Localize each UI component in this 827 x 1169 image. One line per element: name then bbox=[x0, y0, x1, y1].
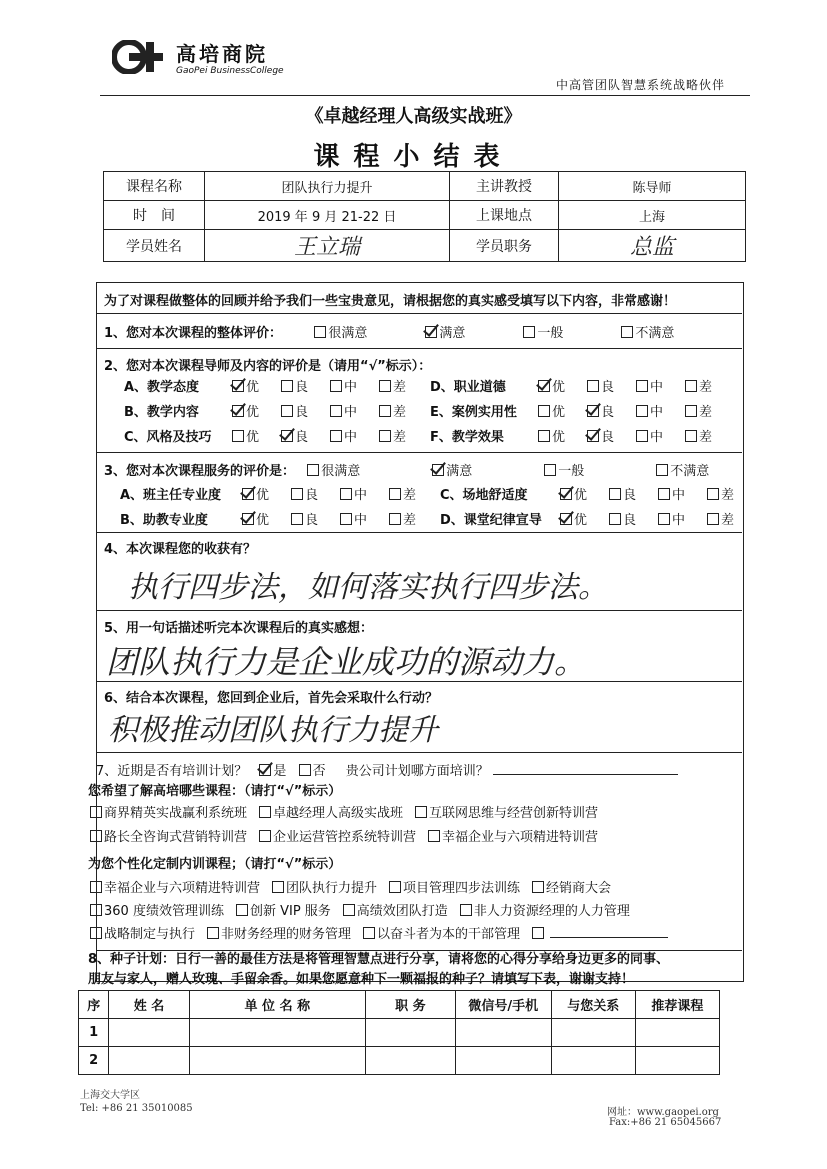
q7-custom-row bbox=[82, 877, 615, 896]
q7-custom-checkbox[interactable] bbox=[532, 927, 544, 939]
q2-rating-2-checkbox[interactable] bbox=[636, 430, 648, 442]
divider bbox=[96, 610, 742, 611]
q2-rating-label: 优 bbox=[246, 405, 260, 420]
q3-rating-1-checkbox[interactable] bbox=[609, 488, 621, 500]
q3-rating-label: 优 bbox=[256, 488, 270, 503]
q7-custom-checkbox[interactable] bbox=[90, 904, 102, 916]
q3-item-label: D、课堂纪律宣导 bbox=[440, 513, 542, 528]
q7-custom-option: 360 度绩效管理训练 bbox=[104, 904, 224, 919]
lecturer-label: 主讲教授 bbox=[450, 172, 559, 201]
q3-option-2-checkbox[interactable] bbox=[544, 464, 556, 476]
q2-item-label: A、教学态度 bbox=[124, 380, 200, 395]
divider bbox=[96, 681, 742, 682]
college-logo-icon bbox=[112, 40, 168, 74]
q7-courses-checkbox[interactable] bbox=[259, 806, 271, 818]
slogan: 中高管团队智慧系统战略伙伴 bbox=[556, 78, 726, 92]
q6-label: 6、结合本次课程，您回到企业后，首先会采取什么行动？ bbox=[104, 691, 439, 706]
q1-option-0-label: 很满意 bbox=[328, 326, 368, 341]
header-divider bbox=[100, 95, 750, 96]
q7-custom-option: 战略制定与执行 bbox=[104, 927, 196, 942]
seed-entry-cell[interactable] bbox=[635, 1019, 719, 1047]
q7-courses-option: 互联网思维与经营创新特训营 bbox=[429, 806, 599, 821]
q2-rating-0-checkbox[interactable] bbox=[538, 380, 550, 392]
q7-courses-row bbox=[82, 826, 602, 845]
q3-rating-1-checkbox[interactable] bbox=[609, 513, 621, 525]
q3-rating-label: 差 bbox=[403, 488, 417, 503]
q7-custom-checkbox[interactable] bbox=[532, 881, 544, 893]
q2-rating-0-checkbox[interactable] bbox=[232, 430, 244, 442]
q7-no-checkbox[interactable] bbox=[299, 764, 311, 776]
q3-option-3-checkbox[interactable] bbox=[656, 464, 668, 476]
q2-rating-1-checkbox[interactable] bbox=[281, 405, 293, 417]
seed-entry-cell[interactable] bbox=[189, 1019, 365, 1047]
form-title: 课程小结表 bbox=[313, 142, 514, 172]
q3-item-row bbox=[440, 509, 748, 528]
q7-custom-option: 幸福企业与六项精进特训营 bbox=[104, 881, 261, 896]
divider bbox=[96, 452, 742, 453]
q3-label: 3、您对本次课程服务的评价是： bbox=[104, 464, 296, 479]
q2-rating-1-checkbox[interactable] bbox=[281, 380, 293, 392]
q2-rating-1-checkbox[interactable] bbox=[587, 380, 599, 392]
seed-entry-cell[interactable] bbox=[109, 1019, 189, 1047]
q3-rating-label: 良 bbox=[305, 513, 319, 528]
q2-rating-label: 优 bbox=[552, 380, 566, 395]
q3-rating-1-checkbox[interactable] bbox=[291, 488, 303, 500]
q3-rating-2-checkbox[interactable] bbox=[658, 488, 670, 500]
q3-rating-3-checkbox[interactable] bbox=[389, 488, 401, 500]
seed-entry-cell[interactable] bbox=[551, 1019, 635, 1047]
q7-courses-checkbox[interactable] bbox=[428, 830, 440, 842]
q3-rating-label: 中 bbox=[354, 513, 368, 528]
q7-yes-checkbox[interactable] bbox=[259, 764, 271, 776]
seed-header-cell: 推荐课程 bbox=[635, 991, 719, 1019]
divider bbox=[96, 348, 742, 349]
q3-item-row bbox=[440, 484, 748, 503]
q3-item-row bbox=[120, 509, 430, 528]
q7-courses-checkbox[interactable] bbox=[415, 806, 427, 818]
q2-label: 2、您对本次课程导师及内容的评价是（请用“√”标示）： bbox=[104, 359, 432, 374]
q7-yes-label: 是 bbox=[273, 764, 287, 779]
q1-overall-rating bbox=[104, 322, 724, 341]
q3-rating-label: 中 bbox=[354, 488, 368, 503]
seed-row-number: 2 bbox=[79, 1047, 109, 1075]
q7-courses-option: 企业运营管控系统特训营 bbox=[273, 830, 417, 845]
q2-item-row bbox=[430, 426, 726, 445]
q7-custom-checkbox[interactable] bbox=[343, 904, 355, 916]
q3-rating-label: 良 bbox=[305, 488, 319, 503]
q3-item-label: A、班主任专业度 bbox=[120, 488, 222, 503]
q2-rating-3-checkbox[interactable] bbox=[379, 380, 391, 392]
brand-name-cn: 高培商院 bbox=[176, 42, 268, 66]
q2-rating-3-checkbox[interactable] bbox=[379, 430, 391, 442]
q7-custom-checkbox[interactable] bbox=[389, 881, 401, 893]
seed-row-number: 1 bbox=[79, 1019, 109, 1047]
divider bbox=[96, 313, 742, 314]
q2-item-row bbox=[124, 401, 420, 420]
q8-text1: 日行一善的最佳方法是将管理智慧点进行分享，请将您的心得分享给身边更多的同事、 bbox=[175, 952, 670, 967]
q2-rating-3-checkbox[interactable] bbox=[685, 405, 697, 417]
q7-label: 7、近期是否有培训计划？ bbox=[96, 764, 248, 779]
q3-item-label: C、场地舒适度 bbox=[440, 488, 528, 503]
q7-custom-checkbox[interactable] bbox=[90, 927, 102, 939]
q2-rating-0-checkbox[interactable] bbox=[538, 405, 550, 417]
course-name-label: 课程名称 bbox=[104, 172, 205, 201]
q3-service-rating bbox=[104, 460, 773, 479]
q1-label: 1、您对本次课程的整体评价： bbox=[104, 326, 283, 341]
divider bbox=[96, 752, 742, 753]
q1-option-1-checkbox[interactable] bbox=[425, 326, 437, 338]
program-title: 《卓越经理人高级实战班》 bbox=[305, 106, 522, 127]
q7-courses-checkbox[interactable] bbox=[90, 830, 102, 842]
footer-fax: Fax:+86 21 65045667 bbox=[609, 1117, 722, 1128]
q2-rating-2-checkbox[interactable] bbox=[330, 430, 342, 442]
q2-item-label: D、职业道德 bbox=[430, 380, 506, 395]
q2-rating-1-checkbox[interactable] bbox=[587, 430, 599, 442]
seed-plan-table bbox=[78, 990, 720, 1075]
q2-rating-label: 中 bbox=[344, 405, 358, 420]
q4-label: 4、本次课程您的收获有？ bbox=[104, 542, 257, 557]
q2-rating-label: 中 bbox=[650, 405, 664, 420]
time-label: 时 间 bbox=[104, 201, 205, 230]
q7-courses-label: 您希望了解高培哪些课程：（请打“√”标示） bbox=[88, 784, 342, 799]
location-label: 上课地点 bbox=[450, 201, 559, 230]
q2-item-row bbox=[430, 376, 726, 395]
q8-text2: 朋友与家人，赠人玫瑰、手留余香。如果您愿意种下一颗福报的种子？请填写下表，谢谢支持！ bbox=[88, 972, 635, 987]
student-position-label: 学员职务 bbox=[450, 230, 559, 262]
q1-option-2-label: 一般 bbox=[537, 326, 564, 341]
q2-rating-1-checkbox[interactable] bbox=[281, 430, 293, 442]
q7-other-blank[interactable] bbox=[550, 937, 668, 938]
survey-intro: 为了对课程做整体的回顾并给予我们一些宝贵意见，请根据您的真实感受填写以下内容，非常感谢！ bbox=[104, 294, 677, 309]
q3-rating-label: 良 bbox=[623, 513, 637, 528]
seed-entry-cell[interactable] bbox=[109, 1047, 189, 1075]
q7-courses-row bbox=[82, 802, 602, 821]
q3-rating-0-checkbox[interactable] bbox=[560, 488, 572, 500]
q7-custom-row bbox=[82, 900, 634, 919]
q3-rating-0-checkbox[interactable] bbox=[560, 513, 572, 525]
q2-rating-3-checkbox[interactable] bbox=[685, 430, 697, 442]
q2-rating-2-checkbox[interactable] bbox=[330, 405, 342, 417]
q7-custom-label: 为您个性化定制内训课程；（请打“√”标示） bbox=[88, 857, 342, 872]
q2-rating-2-checkbox[interactable] bbox=[636, 405, 648, 417]
q8-label: 8、种子计划： bbox=[88, 952, 176, 967]
q3-item-row bbox=[120, 484, 430, 503]
seed-header-cell: 职 务 bbox=[365, 991, 455, 1019]
student-name-value: 王立瑞 bbox=[205, 230, 450, 262]
q3-rating-label: 良 bbox=[623, 488, 637, 503]
q3-rating-label: 差 bbox=[721, 488, 735, 503]
course-info-table bbox=[103, 171, 746, 262]
q7-custom-checkbox[interactable] bbox=[363, 927, 375, 939]
q3-rating-3-checkbox[interactable] bbox=[389, 513, 401, 525]
q7-custom-option: 以奋斗者为本的干部管理 bbox=[377, 927, 521, 942]
q7-custom-checkbox[interactable] bbox=[207, 927, 219, 939]
seed-entry-cell[interactable] bbox=[365, 1047, 455, 1075]
q3-rating-label: 优 bbox=[256, 513, 270, 528]
q2-rating-3-checkbox[interactable] bbox=[379, 405, 391, 417]
q3-rating-3-checkbox[interactable] bbox=[707, 513, 719, 525]
course-name-value: 团队执行力提升 bbox=[205, 172, 450, 201]
q2-rating-label: 良 bbox=[601, 405, 615, 420]
seed-header-cell: 与您关系 bbox=[551, 991, 635, 1019]
q1-option-3-label: 不满意 bbox=[635, 326, 675, 341]
q3-option-3-label: 不满意 bbox=[670, 464, 710, 479]
q7-courses-option: 商界精英实战赢利系统班 bbox=[104, 806, 248, 821]
q3-rating-0-checkbox[interactable] bbox=[242, 488, 254, 500]
seed-table-row bbox=[79, 1047, 720, 1075]
q3-rating-3-checkbox[interactable] bbox=[707, 488, 719, 500]
seed-header-cell: 微信号/手机 bbox=[455, 991, 551, 1019]
q7-courses-checkbox[interactable] bbox=[90, 806, 102, 818]
q7-training-plan bbox=[96, 760, 678, 779]
q2-rating-label: 差 bbox=[393, 405, 407, 420]
q3-option-1-label: 满意 bbox=[446, 464, 473, 479]
q2-item-label: C、风格及技巧 bbox=[124, 430, 212, 445]
q2-rating-0-checkbox[interactable] bbox=[538, 430, 550, 442]
q2-rating-label: 差 bbox=[393, 430, 407, 445]
footer-campus: 上海交大学区 bbox=[80, 1090, 140, 1101]
q2-rating-1-checkbox[interactable] bbox=[587, 405, 599, 417]
q5-answer: 团队执行力是企业成功的源动力。 bbox=[106, 643, 587, 681]
q3-rating-label: 差 bbox=[721, 513, 735, 528]
q3-option-2-label: 一般 bbox=[558, 464, 585, 479]
seed-table-row bbox=[79, 1019, 720, 1047]
q2-rating-label: 差 bbox=[699, 405, 713, 420]
q7-custom-option: 团队执行力提升 bbox=[286, 881, 378, 896]
seed-entry-cell[interactable] bbox=[635, 1047, 719, 1075]
q7-custom-option: 项目管理四步法训练 bbox=[403, 881, 521, 896]
q2-item-label: F、教学效果 bbox=[430, 430, 504, 445]
seed-entry-cell[interactable] bbox=[365, 1019, 455, 1047]
q2-item-row bbox=[124, 426, 420, 445]
q2-rating-label: 优 bbox=[246, 380, 260, 395]
q2-rating-2-checkbox[interactable] bbox=[330, 380, 342, 392]
q8-intro bbox=[88, 948, 669, 967]
q2-rating-label: 良 bbox=[601, 380, 615, 395]
q2-rating-label: 中 bbox=[650, 430, 664, 445]
student-position-value: 总监 bbox=[559, 230, 746, 262]
seed-entry-cell[interactable] bbox=[189, 1047, 365, 1075]
lecturer-value: 陈导师 bbox=[559, 172, 746, 201]
q7-custom-option: 经销商大会 bbox=[546, 881, 612, 896]
q3-rating-1-checkbox[interactable] bbox=[291, 513, 303, 525]
q7-custom-checkbox[interactable] bbox=[90, 881, 102, 893]
q2-rating-label: 良 bbox=[295, 380, 309, 395]
q3-rating-2-checkbox[interactable] bbox=[658, 513, 670, 525]
q7-custom-option: 创新 VIP 服务 bbox=[249, 904, 331, 919]
q7-area-blank[interactable] bbox=[493, 774, 678, 775]
q2-rating-3-checkbox[interactable] bbox=[685, 380, 697, 392]
q7-custom-option: 非人力资源经理的人力管理 bbox=[473, 904, 630, 919]
q5-label: 5、用一句话描述听完本次课程后的真实感想： bbox=[104, 621, 374, 636]
location-value: 上海 bbox=[559, 201, 746, 230]
q3-rating-0-checkbox[interactable] bbox=[242, 513, 254, 525]
q3-rating-label: 优 bbox=[574, 513, 588, 528]
q2-item-row bbox=[430, 401, 726, 420]
q2-rating-label: 优 bbox=[246, 430, 260, 445]
q7-courses-checkbox[interactable] bbox=[259, 830, 271, 842]
q1-option-2-checkbox[interactable] bbox=[523, 326, 535, 338]
q3-rating-label: 差 bbox=[403, 513, 417, 528]
q2-rating-label: 良 bbox=[295, 430, 309, 445]
q2-rating-label: 差 bbox=[393, 380, 407, 395]
q2-item-label: E、案例实用性 bbox=[430, 405, 517, 420]
q3-option-0-checkbox[interactable] bbox=[307, 464, 319, 476]
q3-rating-2-checkbox[interactable] bbox=[340, 513, 352, 525]
divider bbox=[96, 532, 742, 533]
q2-rating-label: 优 bbox=[552, 405, 566, 420]
q3-rating-label: 优 bbox=[574, 488, 588, 503]
q7-custom-option: 高绩效团队打造 bbox=[356, 904, 448, 919]
q7-custom-option: 非财务经理的财务管理 bbox=[221, 927, 352, 942]
brand-name-en: GaoPei BusinessCollege bbox=[176, 66, 284, 76]
q7-courses-option: 幸福企业与六项精进特训营 bbox=[442, 830, 599, 845]
seed-header-cell: 序 bbox=[79, 991, 109, 1019]
q2-rating-label: 中 bbox=[344, 380, 358, 395]
q1-option-0-checkbox[interactable] bbox=[314, 326, 326, 338]
student-name-label: 学员姓名 bbox=[104, 230, 205, 262]
q4-answer: 执行四步法，如何落实执行四步法。 bbox=[128, 570, 608, 605]
q2-rating-label: 差 bbox=[699, 430, 713, 445]
q2-rating-label: 中 bbox=[344, 430, 358, 445]
q2-rating-label: 差 bbox=[699, 380, 713, 395]
q2-rating-0-checkbox[interactable] bbox=[232, 405, 244, 417]
q7-custom-row bbox=[82, 923, 668, 942]
seed-table-header bbox=[79, 991, 720, 1019]
q2-rating-2-checkbox[interactable] bbox=[636, 380, 648, 392]
q2-rating-label: 优 bbox=[552, 430, 566, 445]
q3-rating-label: 中 bbox=[672, 513, 686, 528]
q1-option-3-checkbox[interactable] bbox=[621, 326, 633, 338]
q3-item-label: B、助教专业度 bbox=[120, 513, 208, 528]
q2-rating-label: 良 bbox=[295, 405, 309, 420]
q3-option-1-checkbox[interactable] bbox=[432, 464, 444, 476]
seed-entry-cell[interactable] bbox=[551, 1047, 635, 1075]
q7-no-label: 否 bbox=[312, 764, 326, 779]
footer-tel: Tel: +86 21 35010085 bbox=[80, 1103, 193, 1114]
seed-entry-cell[interactable] bbox=[455, 1019, 551, 1047]
q3-rating-2-checkbox[interactable] bbox=[340, 488, 352, 500]
q6-answer: 积极推动团队执行力提升 bbox=[108, 713, 438, 748]
q2-item-row bbox=[124, 376, 420, 395]
q3-rating-label: 中 bbox=[672, 488, 686, 503]
q2-rating-label: 中 bbox=[650, 380, 664, 395]
footer-website[interactable]: 网址：www.gaopei.org bbox=[607, 1107, 719, 1118]
seed-header-cell: 姓 名 bbox=[109, 991, 189, 1019]
q7-custom-checkbox[interactable] bbox=[236, 904, 248, 916]
seed-entry-cell[interactable] bbox=[455, 1047, 551, 1075]
q3-option-0-label: 很满意 bbox=[321, 464, 361, 479]
q2-item-label: B、教学内容 bbox=[124, 405, 199, 420]
q7-courses-option: 卓越经理人高级实战班 bbox=[273, 806, 404, 821]
q7-custom-checkbox[interactable] bbox=[272, 881, 284, 893]
q7-custom-checkbox[interactable] bbox=[460, 904, 472, 916]
q2-rating-0-checkbox[interactable] bbox=[232, 380, 244, 392]
q2-rating-label: 良 bbox=[601, 430, 615, 445]
q7-courses-option: 路长全咨询式营销特训营 bbox=[104, 830, 248, 845]
q7-area-label: 贵公司计划哪方面培训？ bbox=[345, 764, 489, 779]
q1-option-1-label: 满意 bbox=[439, 326, 466, 341]
time-value: 2019 年 9 月 21-22 日 bbox=[205, 201, 450, 230]
seed-header-cell: 单 位 名 称 bbox=[189, 991, 365, 1019]
